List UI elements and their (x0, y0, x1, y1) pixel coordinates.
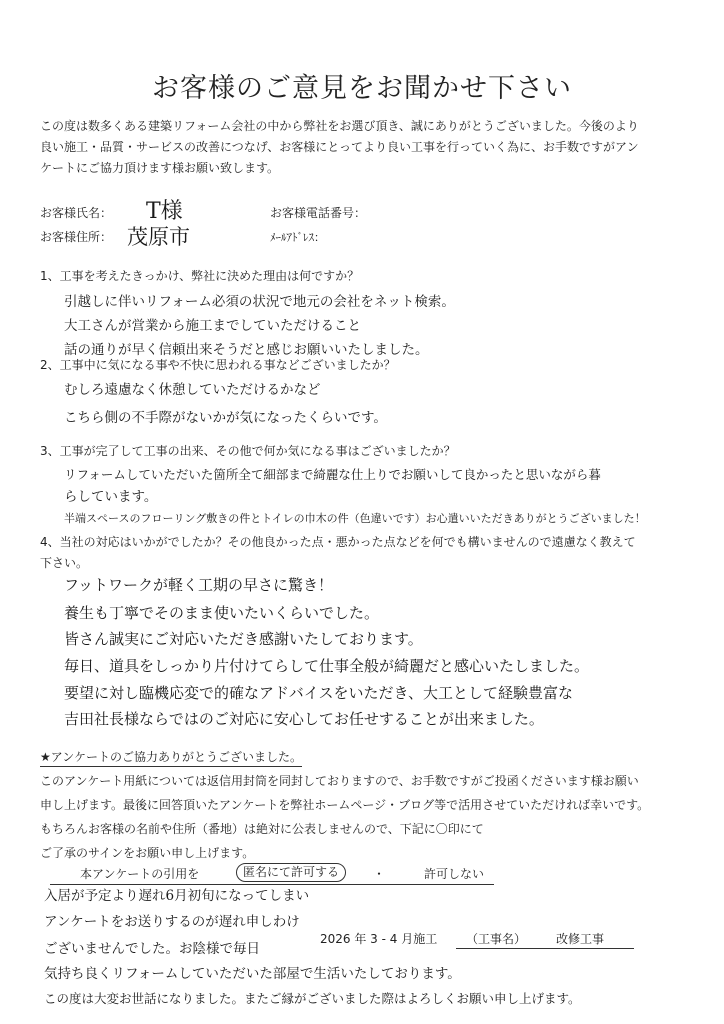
intro-line: ケートにご協力頂けます様お願い致します。 (40, 161, 280, 175)
footer-note-line: 気持ち良くリフォームしていただいた部屋で生活いたしております。 (44, 966, 461, 982)
work-period: 2026 年 3 - 4 月施工 (320, 932, 438, 946)
footer-note-line: アンケートをお送りするのが遅れ申しわけ (44, 914, 300, 930)
customer-phone-label: お客様電話番号： (270, 206, 367, 220)
answer-line: 皆さん誠実にご対応いただき感謝いたしております。 (64, 630, 423, 648)
thanks-line: このアンケート用紙については返信用封筒を同封しておりますので、お手数ですがご投函くださいます様お願い (40, 774, 639, 788)
customer-email-label: ﾒｰﾙｱﾄﾞﾚｽ： (270, 231, 325, 244)
answer-line: 吉田社長様ならではのご対応に安心してお任せすることが出来ました。 (64, 710, 544, 728)
intro-line: この度は数多くある建築リフォーム会社の中から弊社をお選び頂き、誠にありがとうございました。今後のより (40, 119, 639, 133)
answer-line: こちら側の不手際がないかが気になったくらいです。 (64, 410, 387, 426)
answer-line: らしています。 (64, 489, 158, 505)
answer-line: 大工さんが営業から施工までしていただけること (64, 318, 361, 334)
question-4-cont: 下さい。 (40, 556, 89, 570)
question-1: 1、工事を考えたきっかけ、弊社に決めた理由は何ですか？ (40, 269, 360, 283)
question-3: 3、工事が完了して工事の出来、その他で何か気になる事はございましたか？ (40, 444, 456, 458)
consent-option-anonymous[interactable]: 匿名にて許可する (236, 863, 346, 882)
consent-separator: ・ (373, 867, 386, 881)
thanks-line: もちろんお客様の名前や住所（番地）は絶対に公表しませんので、下記に〇印にて (40, 822, 484, 836)
answer-line: 半端スペースのフローリング敷きの件とトイレの巾木の件（色違いです）お心遣いいただきありがとうございました！ (64, 512, 646, 525)
question-4: 4、当社の対応はいかがでしたか？その他良かった点・悪かった点などを何でも構いませんので遠慮なく教えて (40, 535, 636, 549)
answer-line: むしろ遠慮なく休憩していただけるかなど (64, 382, 321, 398)
intro-line: 良い施工・品質・サービスの改善につなげ、お客様にとってより良い工事を行っていく為に、お手数ですがアン (40, 140, 639, 154)
customer-address-label: お客様住所： (40, 230, 113, 244)
footer-note-line: この度は大変お世話になりました。またご縁がございました際はよろしくお願い申し上げます。 (44, 991, 581, 1006)
footer-note-line: ございませんでした。お陰様で毎日 (44, 941, 260, 957)
answer-line: 引越しに伴いリフォーム必須の状況で地元の会社をネット検索。 (64, 294, 455, 310)
thanks-line: ご了承のサインをお願い申し上げます。 (40, 846, 255, 860)
consent-label: 本アンケートの引用を (80, 867, 200, 881)
thanks-heading: ★アンケートのご協力ありがとうございました。 (40, 749, 302, 767)
page-title: お客様のご意見をお聞かせ下さい (152, 73, 572, 104)
work-name-label: （工事名） (466, 932, 527, 946)
question-2: 2、工事中に気になる事や不快に思われる事などございましたか？ (40, 358, 396, 372)
customer-address-value: 茂原市 (127, 225, 190, 249)
consent-option-deny[interactable]: 許可しない (424, 867, 485, 881)
answer-line: 養生も丁寧でそのまま使いたいくらいでした。 (64, 604, 380, 622)
work-name-value: 改修工事 (556, 932, 605, 946)
work-underline (456, 948, 634, 949)
answer-line: 要望に対し臨機応変で的確なアドバイスをいただき、大工として経験豊富な (64, 684, 573, 702)
answer-line: リフォームしていただいた箇所全て細部まで綺麗な仕上りでお願いして良かったと思いながら暮 (64, 467, 601, 482)
footer-note-line: 入居が予定より遅れ6月初旬になってしまい (44, 888, 310, 904)
answer-line: フットワークが軽く工期の早さに驚き！ (64, 576, 333, 594)
customer-name-label: お客様氏名： (40, 206, 113, 220)
answer-line: 毎日、道具をしっかり片付けてらして仕事全般が綺麗だと感心いたしました。 (64, 657, 590, 675)
customer-name-value: T様 (146, 199, 183, 224)
thanks-line: 申し上げます。最後に回答頂いたアンケートを弊社ホームページ・ブログ等で活用させていただければ幸いです。 (40, 798, 650, 812)
answer-line: 話の通りが早く信頼出来そうだと感じお願いいたしました。 (64, 342, 429, 358)
